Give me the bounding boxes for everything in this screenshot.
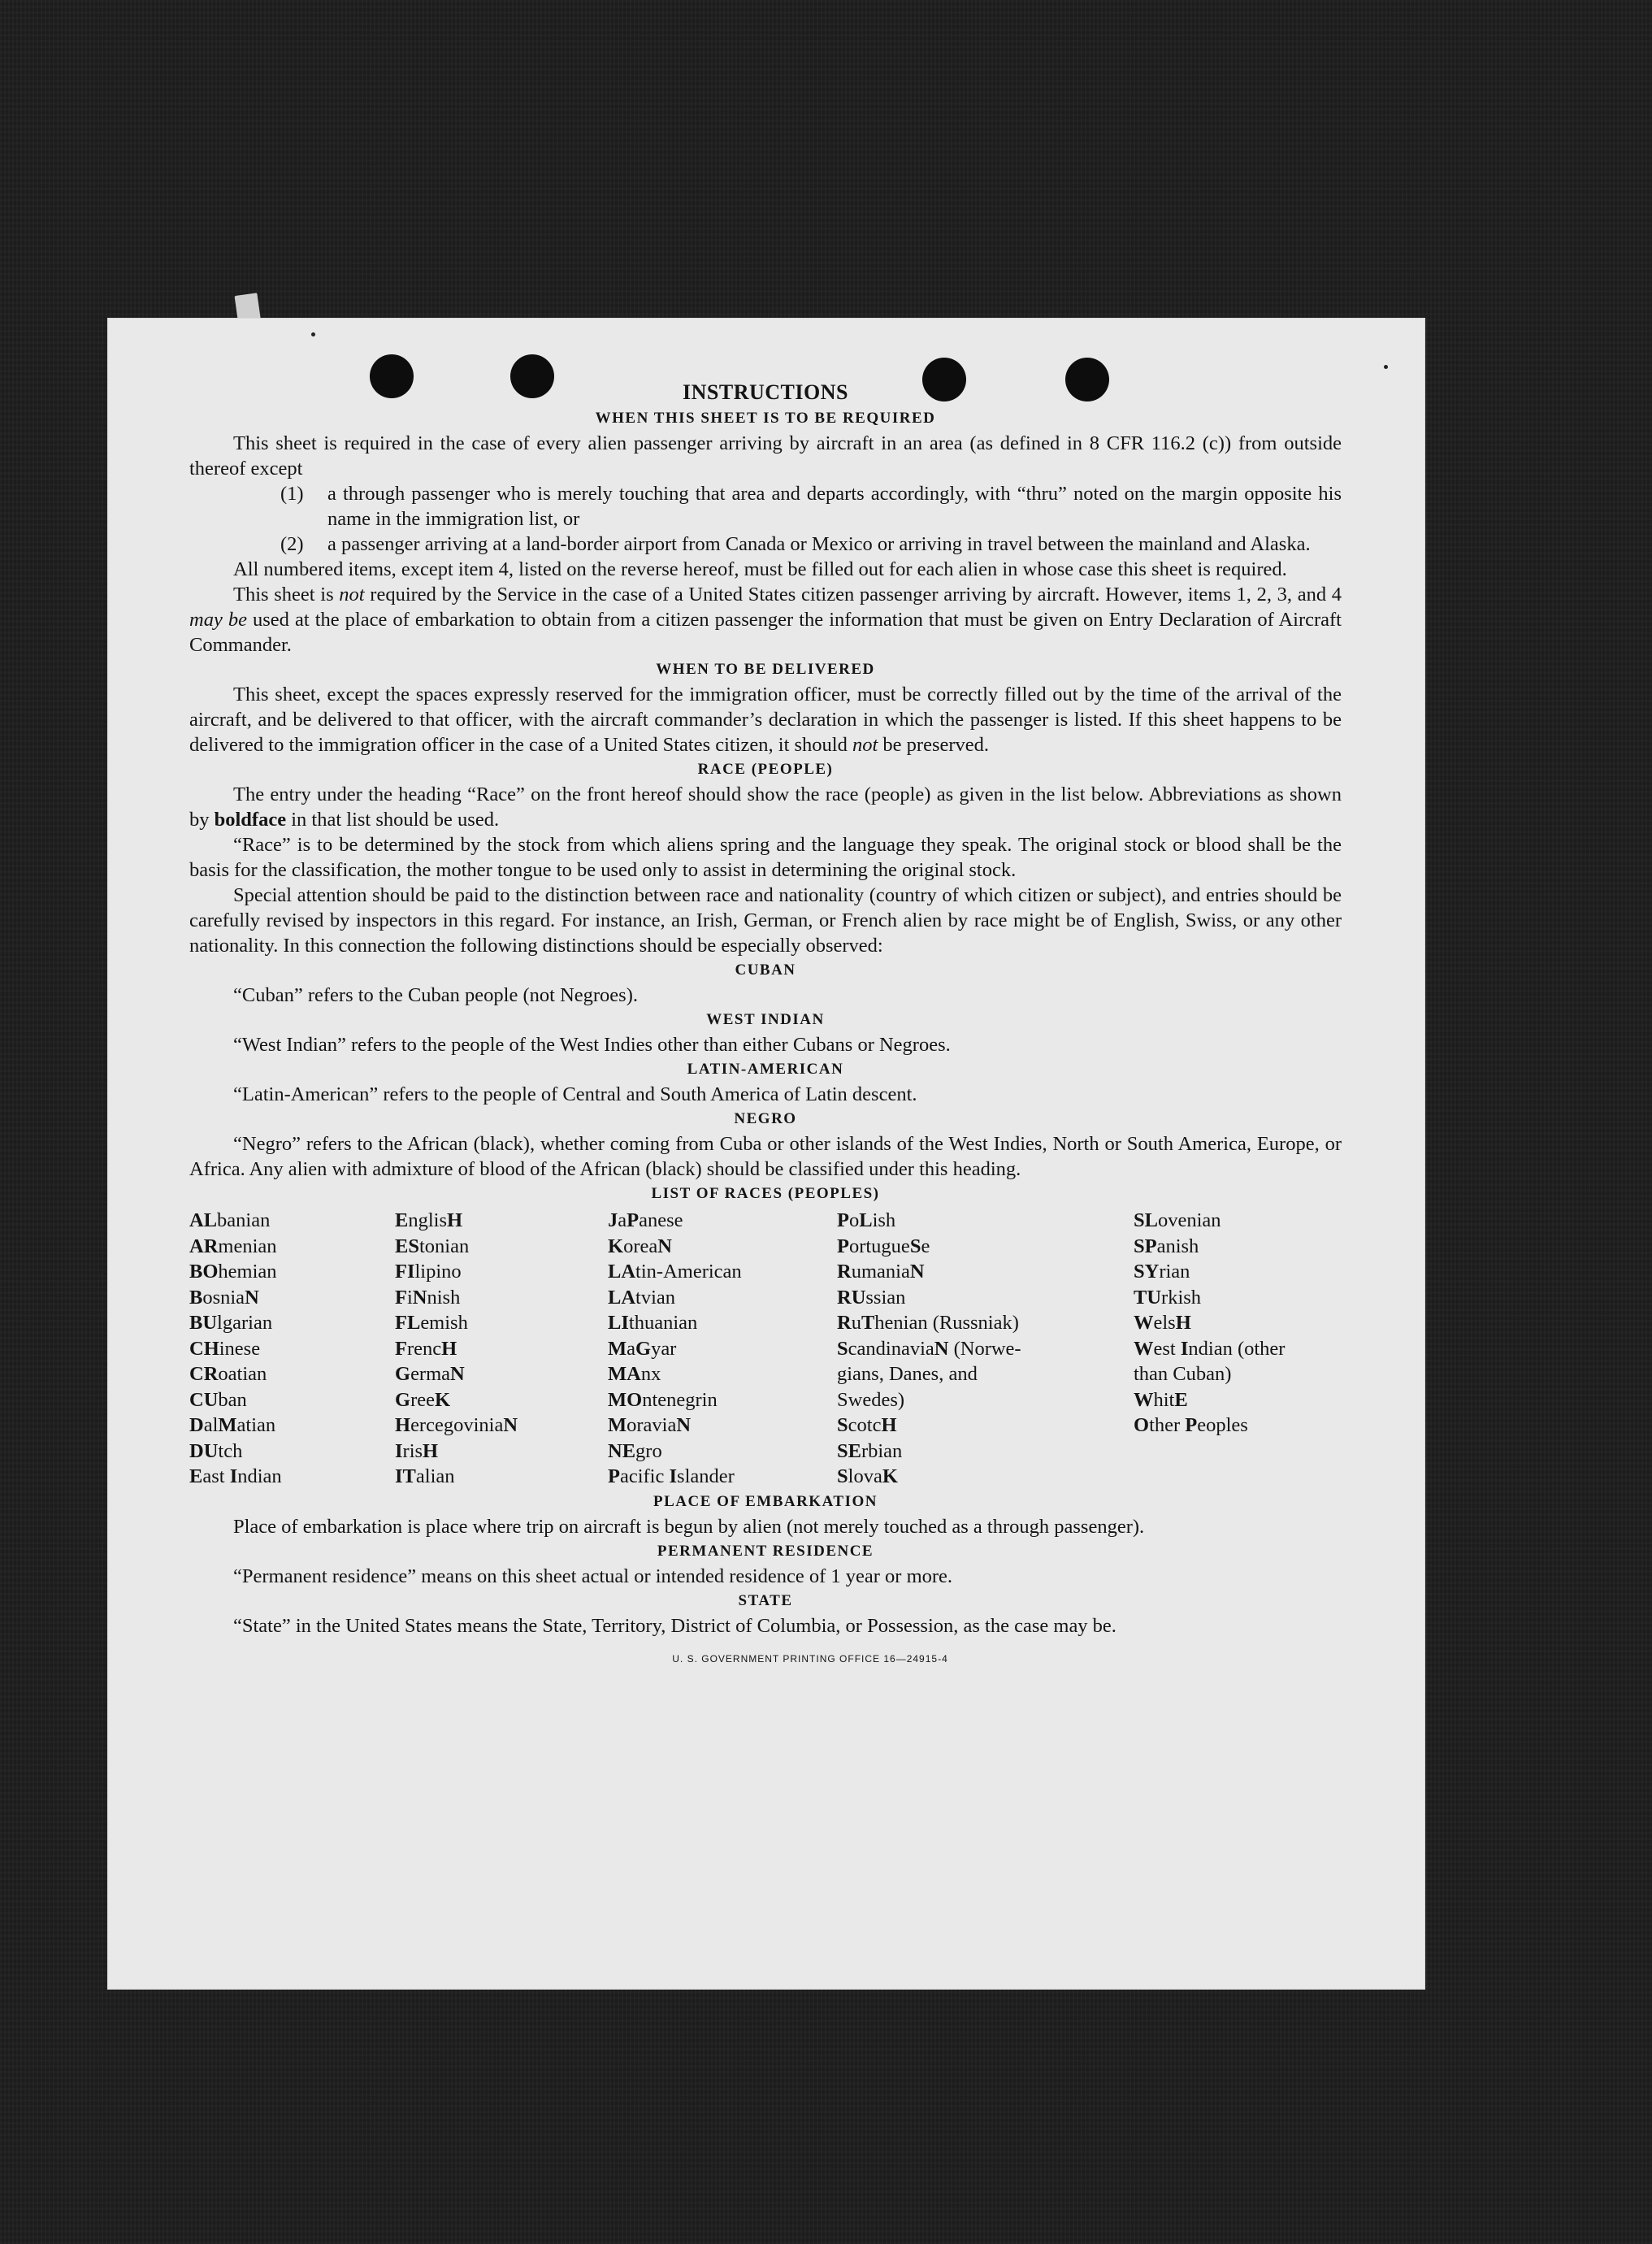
race-text: ovenian: [1157, 1209, 1221, 1231]
race-column: [608, 1208, 837, 1490]
abbreviation-letters: I: [395, 1439, 403, 1462]
abbreviation-letters: K: [608, 1235, 624, 1257]
race-text: ish: [872, 1209, 896, 1231]
race-entry: [1134, 1310, 1342, 1336]
race-entry: [395, 1336, 608, 1362]
abbreviation-letters: FL: [395, 1312, 421, 1334]
abbreviation-letters: CU: [189, 1388, 219, 1411]
race-entry: [1134, 1413, 1342, 1439]
abbreviation-letters: H: [447, 1209, 463, 1231]
abbreviation-letters: N: [503, 1414, 518, 1436]
printer-imprint: U. S. GOVERNMENT PRINTING OFFICE 16—24915-4: [672, 1652, 948, 1665]
race-entry: [837, 1387, 1134, 1413]
abbreviation-letters: I: [229, 1465, 238, 1487]
race-entry: [837, 1361, 1134, 1387]
race-entry: [189, 1234, 395, 1260]
race-text: anese: [639, 1209, 683, 1231]
abbreviation-letters: H: [441, 1337, 457, 1360]
heading-when-required: WHEN THIS SHEET IS TO BE REQUIRED: [595, 410, 936, 427]
race-text: inese: [219, 1337, 261, 1360]
abbreviation-letters: M: [218, 1414, 237, 1436]
abbreviation-letters: ES: [395, 1235, 419, 1257]
heading-west-indian: WEST INDIAN: [706, 1011, 825, 1028]
race-entry: [608, 1336, 837, 1362]
text-run: The entry under the heading “Race” on the front hereof should show the race (people) as given in the list below. Abbreviations as shown by: [189, 783, 1342, 831]
abbreviation-letters: E: [395, 1209, 409, 1231]
abbreviation-letters: N: [909, 1261, 925, 1283]
bold-text: boldface: [214, 809, 287, 831]
abbreviation-letters: DU: [189, 1439, 219, 1462]
abbreviation-letters: LA: [608, 1261, 636, 1283]
abbreviation-letters: M: [608, 1337, 627, 1360]
race-text: menian: [218, 1235, 277, 1257]
race-column: [395, 1208, 608, 1490]
abbreviation-letters: W: [1134, 1388, 1154, 1411]
race-entry: [1134, 1361, 1342, 1387]
race-entry: [837, 1413, 1134, 1439]
race-entry: [608, 1439, 837, 1465]
races-list: [189, 1208, 1342, 1490]
race-text: ercegovinia: [410, 1414, 504, 1436]
text-run: This sheet is: [233, 584, 340, 605]
race-text: tin-American: [635, 1261, 742, 1283]
race-entry: [189, 1336, 395, 1362]
race-text: rbian: [861, 1439, 903, 1462]
race-entry: [608, 1413, 837, 1439]
abbreviation-letters: H: [423, 1439, 439, 1462]
heading-cuban: CUBAN: [735, 961, 796, 979]
race-column: [189, 1208, 395, 1490]
text-run: in that list should be used.: [286, 809, 500, 831]
paragraph: [189, 782, 1342, 832]
race-entry: [189, 1285, 395, 1311]
race-entry: [1134, 1234, 1342, 1260]
race-entry: [608, 1234, 837, 1260]
abbreviation-letters: CH: [189, 1337, 219, 1360]
abbreviation-letters: SP: [1134, 1235, 1157, 1257]
paragraph: “Cuban” refers to the Cuban people (not Negroes).: [233, 984, 638, 1006]
abbreviation-letters: MO: [608, 1388, 643, 1411]
race-entry: [395, 1234, 608, 1260]
abbreviation-letters: P: [837, 1235, 849, 1257]
text-run: used at the place of embarkation to obtain from a citizen passenger the information that must be given on Entry Declaration of Aircraft Commander.: [189, 609, 1342, 656]
race-text: els: [1153, 1312, 1176, 1334]
abbreviation-letters: CR: [189, 1363, 219, 1385]
abbreviation-letters: N: [412, 1286, 427, 1309]
abbreviation-letters: TU: [1134, 1286, 1162, 1309]
abbreviation-letters: K: [882, 1465, 898, 1487]
race-entry: [608, 1361, 837, 1387]
race-entry: [189, 1310, 395, 1336]
speck: [311, 332, 315, 336]
race-text: ban: [218, 1388, 247, 1411]
race-text: osnia: [202, 1286, 245, 1309]
race-entry: [395, 1259, 608, 1285]
emphasis: not: [852, 734, 878, 756]
race-entry: [395, 1439, 608, 1465]
abbreviation-letters: K: [434, 1388, 451, 1411]
race-text: yar: [651, 1337, 677, 1360]
abbreviation-letters: N: [245, 1286, 259, 1309]
item-text: a through passenger who is merely touching that area and departs accordingly, with “thru” noted on the margin opposite his name in the immigration list, or: [327, 483, 1342, 530]
race-text: candinavia: [848, 1337, 934, 1360]
text-run: required by the Service in the case of a United States citizen passenger arriving by aircraft. However, items 1, 2, 3, and 4: [364, 584, 1342, 605]
abbreviation-letters: H: [881, 1414, 897, 1436]
race-text: lova: [848, 1465, 882, 1487]
race-entry: [189, 1259, 395, 1285]
race-text: tch: [218, 1439, 243, 1462]
abbreviation-letters: IT: [395, 1465, 416, 1487]
race-entry: [1134, 1336, 1342, 1362]
paragraph: [189, 682, 1342, 757]
race-text: oravia: [627, 1414, 677, 1436]
abbreviation-letters: N: [676, 1414, 692, 1436]
page-title: INSTRUCTIONS: [683, 380, 848, 404]
abbreviation-letters: S: [909, 1235, 921, 1257]
paragraph: [189, 582, 1342, 658]
abbreviation-letters: G: [395, 1388, 411, 1411]
item-number: (2): [280, 533, 304, 555]
race-text: est: [1153, 1337, 1181, 1360]
race-entry: [189, 1439, 395, 1465]
abbreviation-letters: M: [608, 1414, 627, 1436]
race-entry: [837, 1336, 1134, 1362]
abbreviation-letters: P: [837, 1209, 849, 1231]
instruction-sheet: [108, 319, 1424, 1989]
race-column: [837, 1208, 1134, 1490]
abbreviation-letters: LA: [608, 1286, 636, 1309]
race-text: erma: [410, 1363, 451, 1385]
race-text: al: [203, 1414, 219, 1436]
race-column: [1134, 1208, 1342, 1490]
abbreviation-letters: MA: [608, 1363, 641, 1385]
race-text: ortugue: [848, 1235, 910, 1257]
race-entry: [189, 1387, 395, 1413]
race-entry: [395, 1310, 608, 1336]
paragraph: “West Indian” refers to the people of the West Indies other than either Cubans or Negroes.: [233, 1034, 951, 1056]
abbreviation-letters: I: [1180, 1337, 1189, 1360]
race-text: gro: [635, 1439, 662, 1462]
race-text: ree: [410, 1388, 435, 1411]
abbreviation-letters: N: [657, 1235, 672, 1257]
race-entry: [837, 1310, 1134, 1336]
paragraph: “Race” is to be determined by the stock from which aliens spring and the language they speak. The original stock or blood shall be the basis for the classification, the mother tongue to be used only to assist in determining the original stock.: [189, 834, 1342, 881]
abbreviation-letters: J: [608, 1209, 618, 1231]
race-entry: [189, 1208, 395, 1234]
race-text: ntenegrin: [642, 1388, 718, 1411]
abbreviation-letters: AL: [189, 1209, 218, 1231]
paragraph: This sheet is required in the case of every alien passenger arriving by aircraft in an area (as defined in 8 CFR 116.2 (c)) from outside thereof except: [189, 432, 1342, 480]
race-text: emish: [420, 1312, 468, 1334]
race-text: ssian: [865, 1286, 906, 1309]
race-text: nish: [427, 1286, 461, 1309]
heading-residence: PERMANENT RESIDENCE: [657, 1542, 874, 1560]
race-text: rkish: [1161, 1286, 1202, 1309]
race-text: gians, Danes, and: [837, 1363, 978, 1385]
race-text: lgarian: [217, 1312, 273, 1334]
race-text: ndian (other: [1188, 1337, 1286, 1360]
race-text: cotc: [848, 1414, 882, 1436]
race-entry: [1134, 1387, 1342, 1413]
abbreviation-letters: N: [934, 1337, 949, 1360]
heading-race: RACE (PEOPLE): [697, 761, 834, 778]
abbreviation-letters: AR: [189, 1235, 219, 1257]
abbreviation-letters: G: [395, 1363, 411, 1385]
race-entry: [189, 1464, 395, 1490]
abbreviation-letters: S: [837, 1465, 848, 1487]
race-entry: [395, 1285, 608, 1311]
race-text: acific: [619, 1465, 670, 1487]
race-text: e: [921, 1235, 930, 1257]
paragraph: All numbered items, except item 4, listed on the reverse hereof, must be filled out for each alien in whose case this sheet is required.: [233, 558, 1287, 580]
heading-list-of-races: LIST OF RACES (PEOPLES): [651, 1185, 880, 1202]
paragraph: “Latin-American” refers to the people of Central and South America of Latin descent.: [233, 1083, 917, 1105]
abbreviation-letters: L: [859, 1209, 873, 1231]
race-text: rian: [1159, 1261, 1190, 1283]
abbreviation-letters: I: [669, 1465, 678, 1487]
abbreviation-letters: O: [1134, 1414, 1150, 1436]
heading-negro: NEGRO: [734, 1110, 797, 1127]
abbreviation-letters: H: [1175, 1312, 1191, 1334]
abbreviation-letters: R: [837, 1261, 852, 1283]
race-text: banian: [217, 1209, 271, 1231]
race-entry: [608, 1387, 837, 1413]
race-text: a: [627, 1337, 635, 1360]
race-text: anish: [1156, 1235, 1199, 1257]
race-entry: [395, 1413, 608, 1439]
abbreviation-letters: D: [189, 1414, 204, 1436]
paragraph: Special attention should be paid to the distinction between race and nationality (country of which citizen or subject), and entries should be carefully revised by inspectors in this regard. For instance, an Irish, German, or French alien by race might be of English, Swiss, or any other nationality. In this connection the following distinctions should be especially observed:: [189, 884, 1342, 957]
race-text: than Cuban): [1134, 1363, 1232, 1385]
race-text: nglis: [408, 1209, 447, 1231]
race-entry: [837, 1259, 1134, 1285]
race-text: ast: [202, 1465, 230, 1487]
abbreviation-letters: G: [635, 1337, 652, 1360]
item-text: a passenger arriving at a land-border airport from Canada or Mexico or arriving in travel between the mainland and Alaska.: [327, 533, 1311, 555]
race-text: atian: [236, 1414, 276, 1436]
race-text: thuanian: [628, 1312, 698, 1334]
heading-state: STATE: [738, 1591, 793, 1609]
abbreviation-letters: F: [395, 1286, 407, 1309]
race-text: alian: [415, 1465, 455, 1487]
race-text: Swedes): [837, 1388, 905, 1411]
abbreviation-letters: S: [837, 1414, 848, 1436]
item-number: (1): [280, 483, 304, 505]
heading-latin-american: LATIN-AMERICAN: [687, 1061, 844, 1078]
race-entry: [608, 1259, 837, 1285]
text-run: This sheet, except the spaces expressly reserved for the immigration officer, must be correctly filled out by the time of the arrival of the aircraft, and be delivered to that officer, with the aircraft commander’s declaration in which the passenger is listed. If this sheet happens to be delivered to the immigration officer in the case of a United States citizen, it should: [189, 684, 1342, 756]
race-entry: [1134, 1259, 1342, 1285]
abbreviation-letters: H: [395, 1414, 411, 1436]
race-entry: [837, 1285, 1134, 1311]
race-entry: [837, 1439, 1134, 1465]
abbreviation-letters: E: [189, 1465, 203, 1487]
race-text: u: [851, 1312, 861, 1334]
abbreviation-letters: LI: [608, 1312, 629, 1334]
race-entry: [837, 1464, 1134, 1490]
abbreviation-letters: RU: [837, 1286, 866, 1309]
race-entry: [395, 1464, 608, 1490]
abbreviation-letters: R: [837, 1312, 852, 1334]
paragraph: “Permanent residence” means on this sheet actual or intended residence of 1 year or more.: [233, 1565, 953, 1587]
abbreviation-letters: T: [861, 1312, 875, 1334]
paragraph: Place of embarkation is place where trip on aircraft is begun by alien (not merely touched as a through passenger).: [233, 1515, 1145, 1538]
list-item: [189, 532, 1342, 557]
race-text: o: [848, 1209, 860, 1231]
race-text: tonian: [418, 1235, 470, 1257]
race-entry: [1134, 1208, 1342, 1234]
race-text: (Norwe-: [948, 1337, 1021, 1360]
race-entry: [395, 1208, 608, 1234]
heading-when-delivered: WHEN TO BE DELIVERED: [656, 661, 875, 678]
abbreviation-letters: P: [608, 1465, 620, 1487]
abbreviation-letters: BU: [189, 1312, 218, 1334]
race-entry: [608, 1310, 837, 1336]
race-text: hemian: [218, 1261, 277, 1283]
abbreviation-letters: SY: [1134, 1261, 1160, 1283]
race-text: a: [618, 1209, 627, 1231]
abbreviation-letters: S: [837, 1337, 848, 1360]
race-entry: [189, 1361, 395, 1387]
race-text: ndian: [237, 1465, 282, 1487]
page-body: [189, 379, 1342, 1672]
race-entry: [395, 1387, 608, 1413]
race-text: oatian: [218, 1363, 267, 1385]
abbreviation-letters: P: [627, 1209, 640, 1231]
speck: [1384, 365, 1388, 369]
abbreviation-letters: NE: [608, 1439, 636, 1462]
emphasis: not: [339, 584, 365, 605]
abbreviation-letters: F: [395, 1337, 407, 1360]
abbreviation-letters: SL: [1134, 1209, 1158, 1231]
race-entry: [837, 1208, 1134, 1234]
race-text: umania: [851, 1261, 910, 1283]
race-entry: [1134, 1285, 1342, 1311]
abbreviation-letters: SE: [837, 1439, 861, 1462]
abbreviation-letters: E: [1174, 1388, 1188, 1411]
race-text: hit: [1153, 1388, 1175, 1411]
race-entry: [608, 1464, 837, 1490]
race-text: orea: [623, 1235, 658, 1257]
paragraph: “Negro” refers to the African (black), whether coming from Cuba or other islands of the West Indies, North or South America, Europe, or Africa. Any alien with admixture of blood of the African (black) should be classified under this heading.: [189, 1133, 1342, 1180]
abbreviation-letters: W: [1134, 1312, 1154, 1334]
list-item: [189, 481, 1342, 532]
race-text: nx: [640, 1363, 661, 1385]
race-text: i: [406, 1286, 413, 1309]
race-text: lipino: [414, 1261, 462, 1283]
race-text: henian (Russniak): [874, 1312, 1019, 1334]
race-entry: [608, 1208, 837, 1234]
race-entry: [608, 1285, 837, 1311]
emphasis: may be: [189, 609, 247, 631]
race-entry: [837, 1234, 1134, 1260]
abbreviation-letters: W: [1134, 1337, 1154, 1360]
abbreviation-letters: B: [189, 1286, 203, 1309]
race-text: renc: [406, 1337, 442, 1360]
abbreviation-letters: BO: [189, 1261, 219, 1283]
abbreviation-letters: N: [450, 1363, 465, 1385]
abbreviation-letters: P: [1185, 1414, 1198, 1436]
race-text: slander: [677, 1465, 735, 1487]
heading-embarkation: PLACE OF EMBARKATION: [653, 1492, 878, 1510]
race-entry: [395, 1361, 608, 1387]
race-text: ris: [402, 1439, 423, 1462]
race-entry: [189, 1413, 395, 1439]
race-text: tvian: [635, 1286, 676, 1309]
race-text: eoples: [1197, 1414, 1248, 1436]
race-text: ther: [1149, 1414, 1186, 1436]
abbreviation-letters: FI: [395, 1261, 415, 1283]
text-run: be preserved.: [878, 734, 990, 756]
paragraph: “State” in the United States means the State, Territory, District of Columbia, or Possession, as the case may be.: [233, 1614, 1117, 1637]
